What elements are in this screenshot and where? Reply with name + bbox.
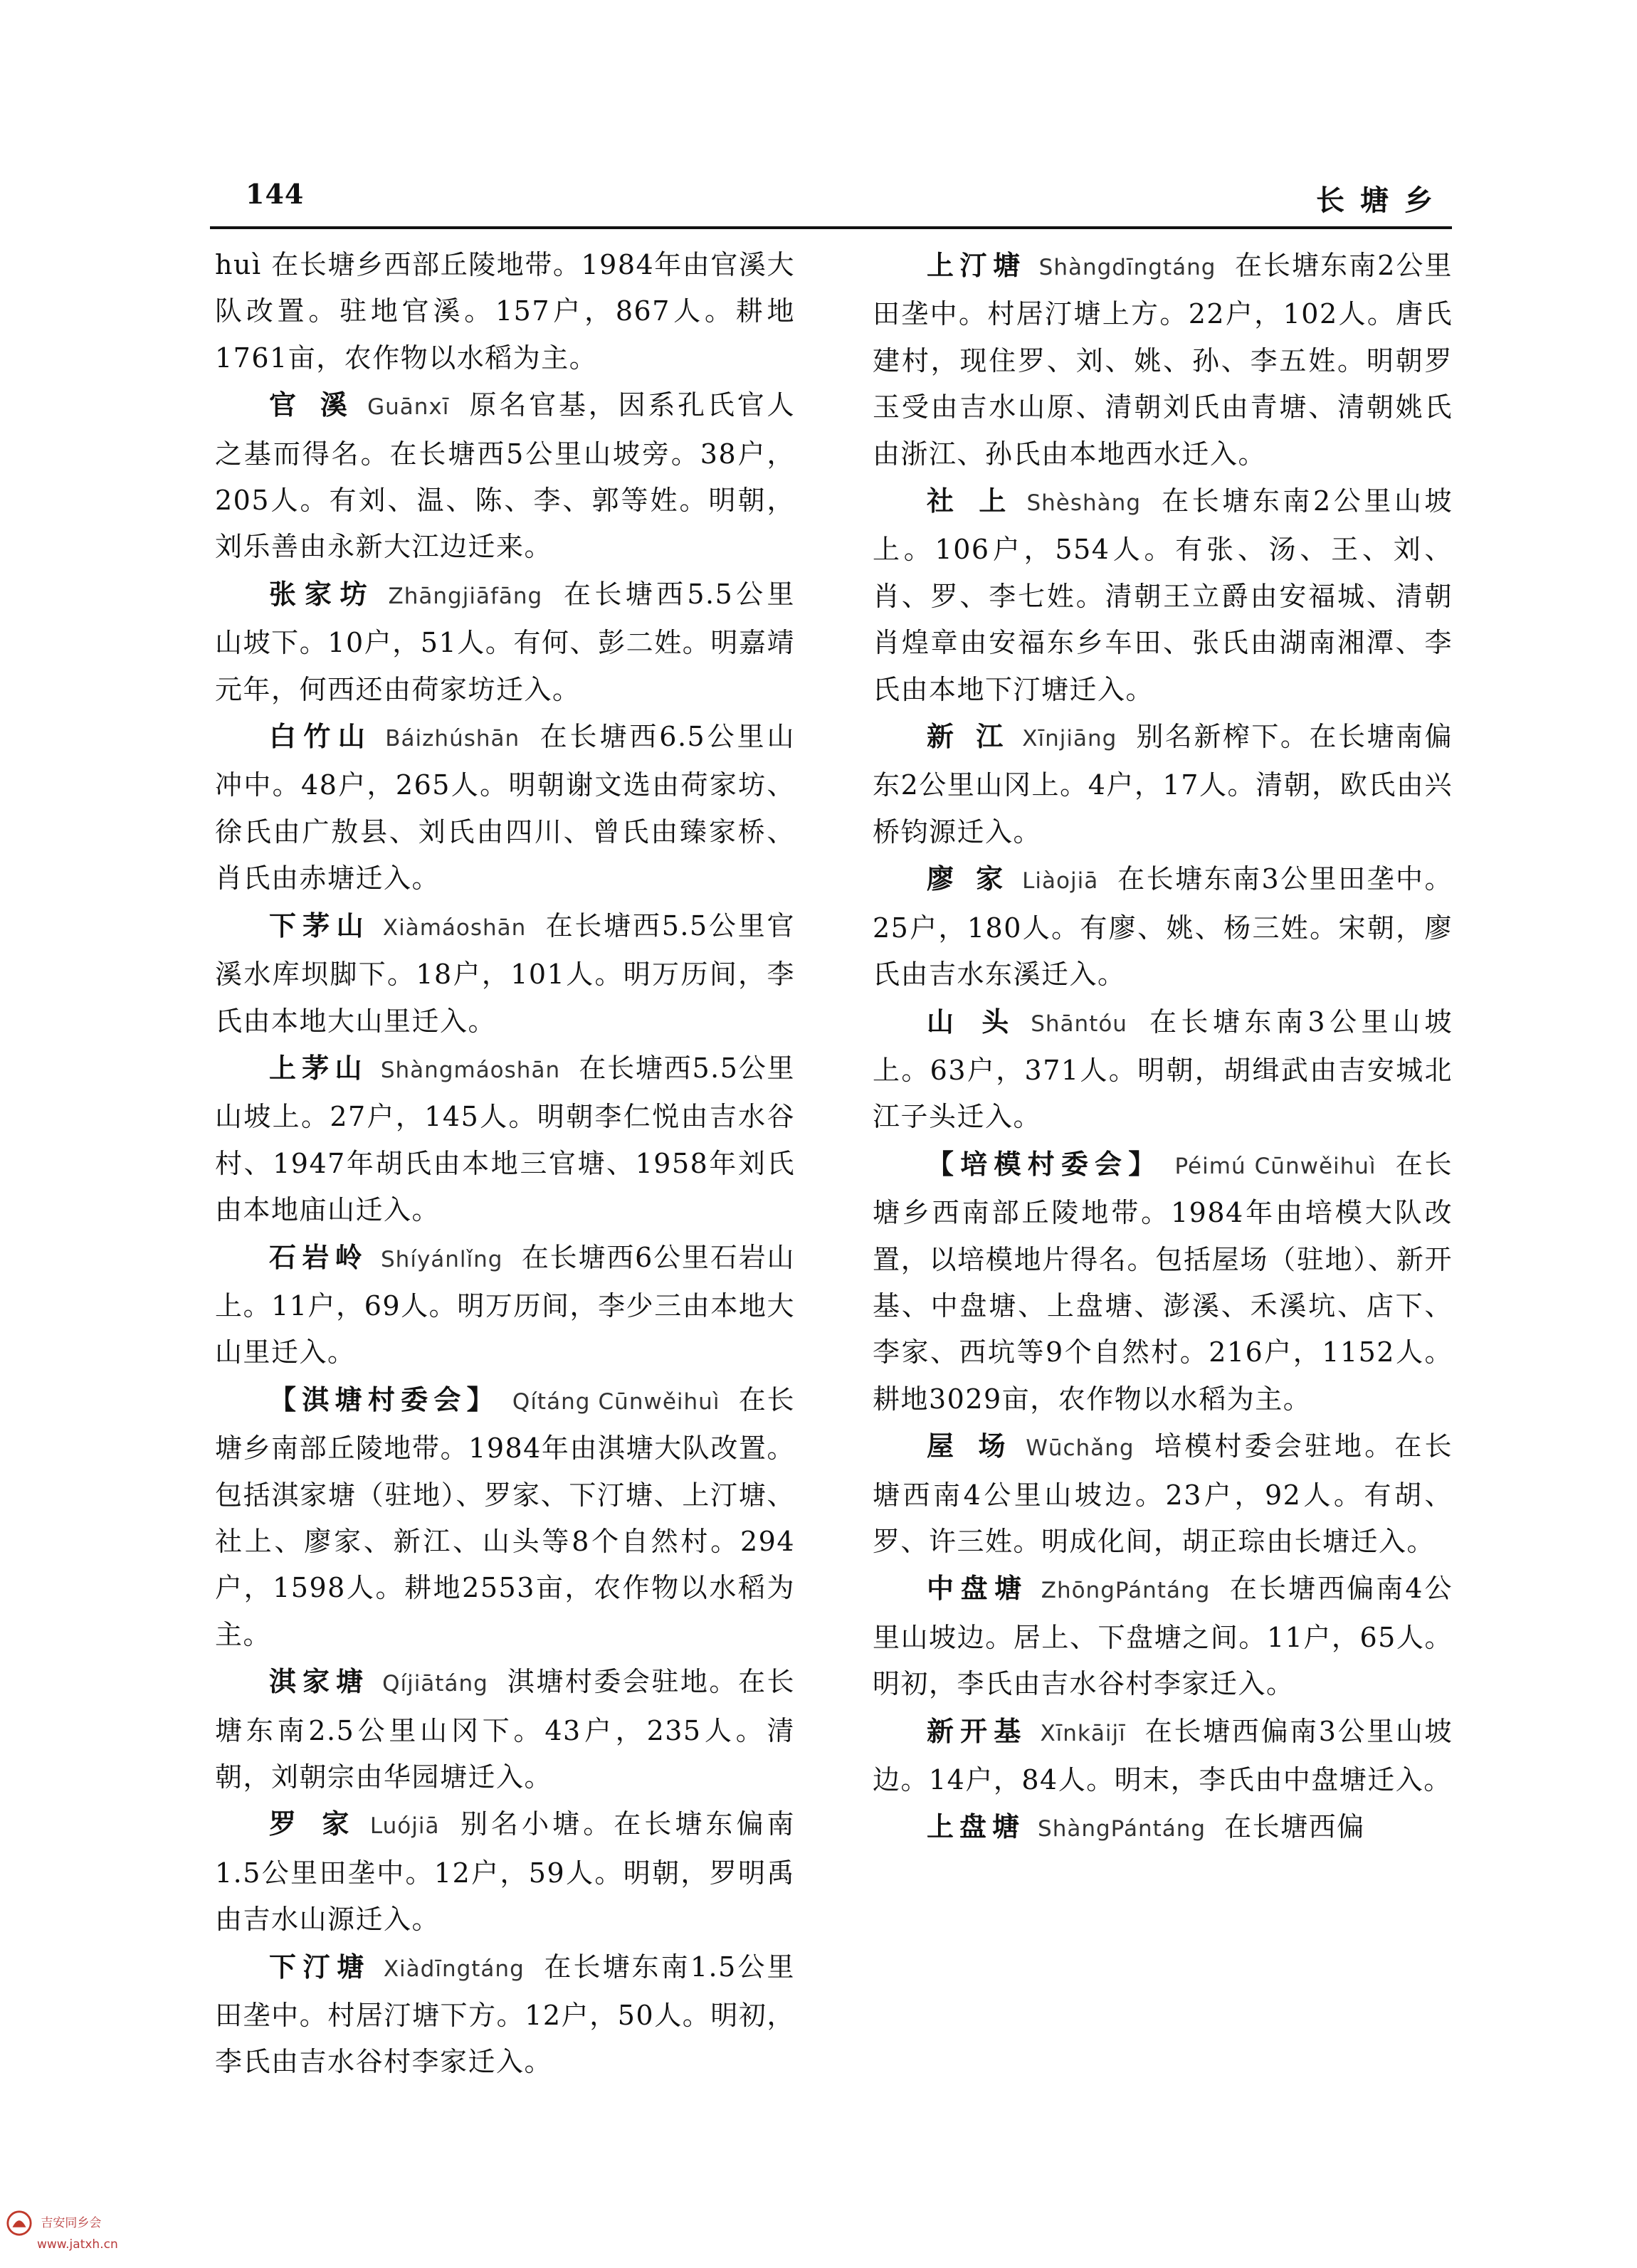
gazetteer-entry xyxy=(215,1943,795,2086)
entry-text: huì 在长塘乡西部丘陵地带。1984年由官溪大队改置。驻地官溪。157户，867人。耕地1761亩，农作物以水稻为主。 xyxy=(215,249,795,374)
right-column xyxy=(873,242,1453,1853)
entry-pinyin: Xiàdīngtáng xyxy=(383,1956,525,1982)
entry-text: 在长塘乡南部丘陵地带。1984年由淇塘大队改置。包括淇家塘（驻地）、罗家、下汀塘、上汀塘、社上、廖家、新江、山头等8个自然村。294户，1598人。耕地2553亩，农作物以水稻为主。 xyxy=(215,1383,795,1650)
entry-headword: 屋 场 xyxy=(927,1430,1014,1462)
gazetteer-entry xyxy=(873,478,1453,713)
page-number: 144 xyxy=(246,178,305,210)
gazetteer-entry xyxy=(215,571,795,713)
entry-text: 在长塘西5.5公里山坡上。27户，145人。明朝李仁悦由吉水谷村、1947年胡氏由本地三官塘、1958年刘氏由本地庙山迁入。 xyxy=(215,1052,795,1226)
site-logo-icon xyxy=(6,2210,33,2237)
entry-headword: 上汀塘 xyxy=(927,249,1026,281)
entry-text: 在长塘东南1.5公里田垄中。村居汀塘下方。12户，50人。明初，李氏由吉水谷村李家迁入。 xyxy=(215,1951,795,2078)
gazetteer-entry xyxy=(215,1658,795,1800)
entry-pinyin: Zhāngjiāfāng xyxy=(388,583,543,609)
entry-text: 淇塘村委会驻地。在长塘东南2.5公里山冈下。43户，235人。清朝，刘朝宗由华园塘迁入。 xyxy=(215,1666,795,1793)
entry-text: 在长塘西6.5公里山冲中。48户，265人。明朝谢文选由荷家坊、徐氏由广敖县、刘氏由四川、曾氏由臻家桥、肖氏由赤塘迁入。 xyxy=(215,721,795,895)
entry-text: 培模村委会驻地。在长塘西南4公里山坡边。23户，92人。有胡、罗、许三姓。明成化间，胡正琮由长塘迁入。 xyxy=(873,1430,1453,1557)
entry-headword: 下汀塘 xyxy=(269,1950,371,1983)
running-head: 长塘乡 xyxy=(1316,184,1448,217)
entry-headword: 罗 家 xyxy=(269,1808,357,1840)
entry-headword: 下茅山 xyxy=(269,909,370,942)
left-column xyxy=(215,242,795,2086)
gazetteer-entry xyxy=(215,242,795,381)
gazetteer-entry xyxy=(873,1423,1453,1565)
gazetteer-entry xyxy=(215,1045,795,1234)
entry-pinyin: Shàngmáoshān xyxy=(380,1057,561,1083)
gazetteer-entry xyxy=(873,1803,1453,1852)
entry-pinyin: Shàngdīngtáng xyxy=(1038,255,1216,280)
entry-pinyin: Guānxī xyxy=(367,394,450,421)
gazetteer-entry xyxy=(215,902,795,1045)
header-rule xyxy=(210,226,1452,229)
entry-pinyin: ShàngPántáng xyxy=(1038,1816,1206,1842)
entry-text: 在长塘东南3公里山坡上。63户，371人。明朝，胡缉武由吉安城北江子头迁入。 xyxy=(873,1006,1453,1133)
section-entry xyxy=(873,1141,1453,1423)
gazetteer-entry xyxy=(215,1800,795,1943)
entry-pinyin: Wūchǎng xyxy=(1026,1435,1135,1462)
entry-pinyin: Liàojiā xyxy=(1022,868,1099,895)
entry-pinyin: Shíyánlǐng xyxy=(381,1246,503,1272)
gazetteer-entry xyxy=(873,998,1453,1141)
entry-pinyin: Báizhúshān xyxy=(385,726,520,752)
section-heading: 【培模村委会】 xyxy=(927,1147,1162,1180)
entry-headword: 上茅山 xyxy=(269,1051,368,1084)
gazetteer-entry xyxy=(873,242,1453,478)
entry-text: 原名官基，因系孔氏官人之基而得名。在长塘西5公里山坡旁。38户，205人。有刘、温、陈、李、郭等姓。明朝，刘乐善由永新大江边迁来。 xyxy=(215,389,795,563)
entry-text: 在长塘西6公里石岩山上。11户，69人。明万历间，李少三由本地大山里迁入。 xyxy=(215,1241,795,1368)
watermark-site-name: 吉安同乡会 xyxy=(41,2216,102,2230)
gazetteer-entry xyxy=(873,713,1453,855)
entry-headword: 廖 家 xyxy=(927,863,1010,895)
gazetteer-entry xyxy=(215,1234,795,1376)
gazetteer-entry xyxy=(873,1565,1453,1707)
entry-headword: 淇家塘 xyxy=(269,1665,370,1698)
entry-text: 在长塘西偏 xyxy=(1224,1811,1365,1843)
entry-text: 在长塘东南2公里田垄中。村居汀塘上方。22户，102人。唐氏建村，现住罗、刘、姚、孙、李五姓。明朝罗玉受由吉水山原、清朝刘氏由青塘、清朝姚氏由浙江、孙氏由本地西水迁入。 xyxy=(873,250,1453,470)
watermark xyxy=(6,2210,118,2252)
entry-headword: 石岩岭 xyxy=(269,1240,368,1273)
entry-pinyin: Qíjiātáng xyxy=(382,1671,488,1697)
entry-pinyin: Shèshàng xyxy=(1026,490,1142,517)
entry-pinyin: ZhōngPántáng xyxy=(1041,1578,1211,1604)
entry-headword: 新 江 xyxy=(927,720,1010,753)
entry-headword: 张家坊 xyxy=(269,577,376,610)
entry-text: 在长塘西5.5公里官溪水库坝脚下。18户，101人。明万历间，李氏由本地大山里迁入。 xyxy=(215,909,795,1037)
entry-text: 别名小塘。在长塘东偏南1.5公里田垄中。12户，59人。明朝，罗明禹由吉水山源迁入。 xyxy=(215,1808,795,1936)
entry-text: 在长塘西偏南3公里山坡边。14户，84人。明末，李氏由中盘塘迁入。 xyxy=(873,1715,1453,1795)
entry-headword: 官 溪 xyxy=(269,389,355,421)
entry-headword: 山 头 xyxy=(927,1005,1018,1038)
entry-pinyin: Luójiā xyxy=(369,1813,440,1840)
entry-pinyin: Xīnkāijī xyxy=(1040,1720,1126,1746)
entry-pinyin: Xīnjiāng xyxy=(1022,726,1117,752)
entry-pinyin: Péimú Cūnwěihuì xyxy=(1174,1153,1377,1179)
entry-text: 在长塘东南3公里田垄中。25户，180人。有廖、姚、杨三姓。宋朝，廖氏由吉水东溪迁入。 xyxy=(873,863,1453,991)
entry-pinyin: Qítáng Cūnwěihuì xyxy=(512,1388,720,1415)
entry-pinyin: Shāntóu xyxy=(1031,1011,1127,1037)
entry-text: 在长塘西5.5公里山坡下。10户，51人。有何、彭二姓。明嘉靖元年，何西还由荷家坊迁入。 xyxy=(215,578,795,705)
gazetteer-entry xyxy=(873,855,1453,998)
entry-text: 别名新榨下。在长塘南偏东2公里山冈上。4户，17人。清朝，欧氏由兴桥钧源迁入。 xyxy=(873,721,1453,848)
entry-headword: 新开基 xyxy=(927,1714,1028,1747)
gazetteer-entry xyxy=(215,713,795,902)
gazetteer-entry xyxy=(215,381,795,571)
section-heading: 【淇塘村委会】 xyxy=(269,1383,500,1415)
entry-headword: 社 上 xyxy=(927,485,1014,517)
entry-headword: 中盘塘 xyxy=(927,1572,1028,1605)
entry-pinyin: Xiàmáoshān xyxy=(382,914,527,941)
entry-headword: 上盘塘 xyxy=(927,1810,1026,1843)
gazetteer-entry xyxy=(873,1708,1453,1804)
watermark-url: www.jatxh.cn xyxy=(37,2237,118,2252)
section-entry xyxy=(215,1376,795,1658)
entry-text: 在长塘东南2公里山坡上。106户，554人。有张、汤、王、刘、肖、罗、李七姓。清朝王立爵由安福城、清朝肖煌章由安福东乡车田、张氏由湖南湘潭、李氏由本地下汀塘迁入。 xyxy=(873,485,1453,705)
entry-text: 在长塘西偏南4公里山坡边。居上、下盘塘之间。11户，65人。明初，李氏由吉水谷村李家迁入。 xyxy=(873,1573,1453,1700)
entry-headword: 白竹山 xyxy=(269,720,373,753)
entry-text: 在长塘乡西南部丘陵地带。1984年由培模大队改置，以培模地片得名。包括屋场（驻地）、新开基、中盘塘、上盘塘、澎溪、禾溪坑、店下、李家、西坑等9个自然村。216户，1152人。耕地3029亩，农作物以水稻为主。 xyxy=(873,1148,1453,1415)
